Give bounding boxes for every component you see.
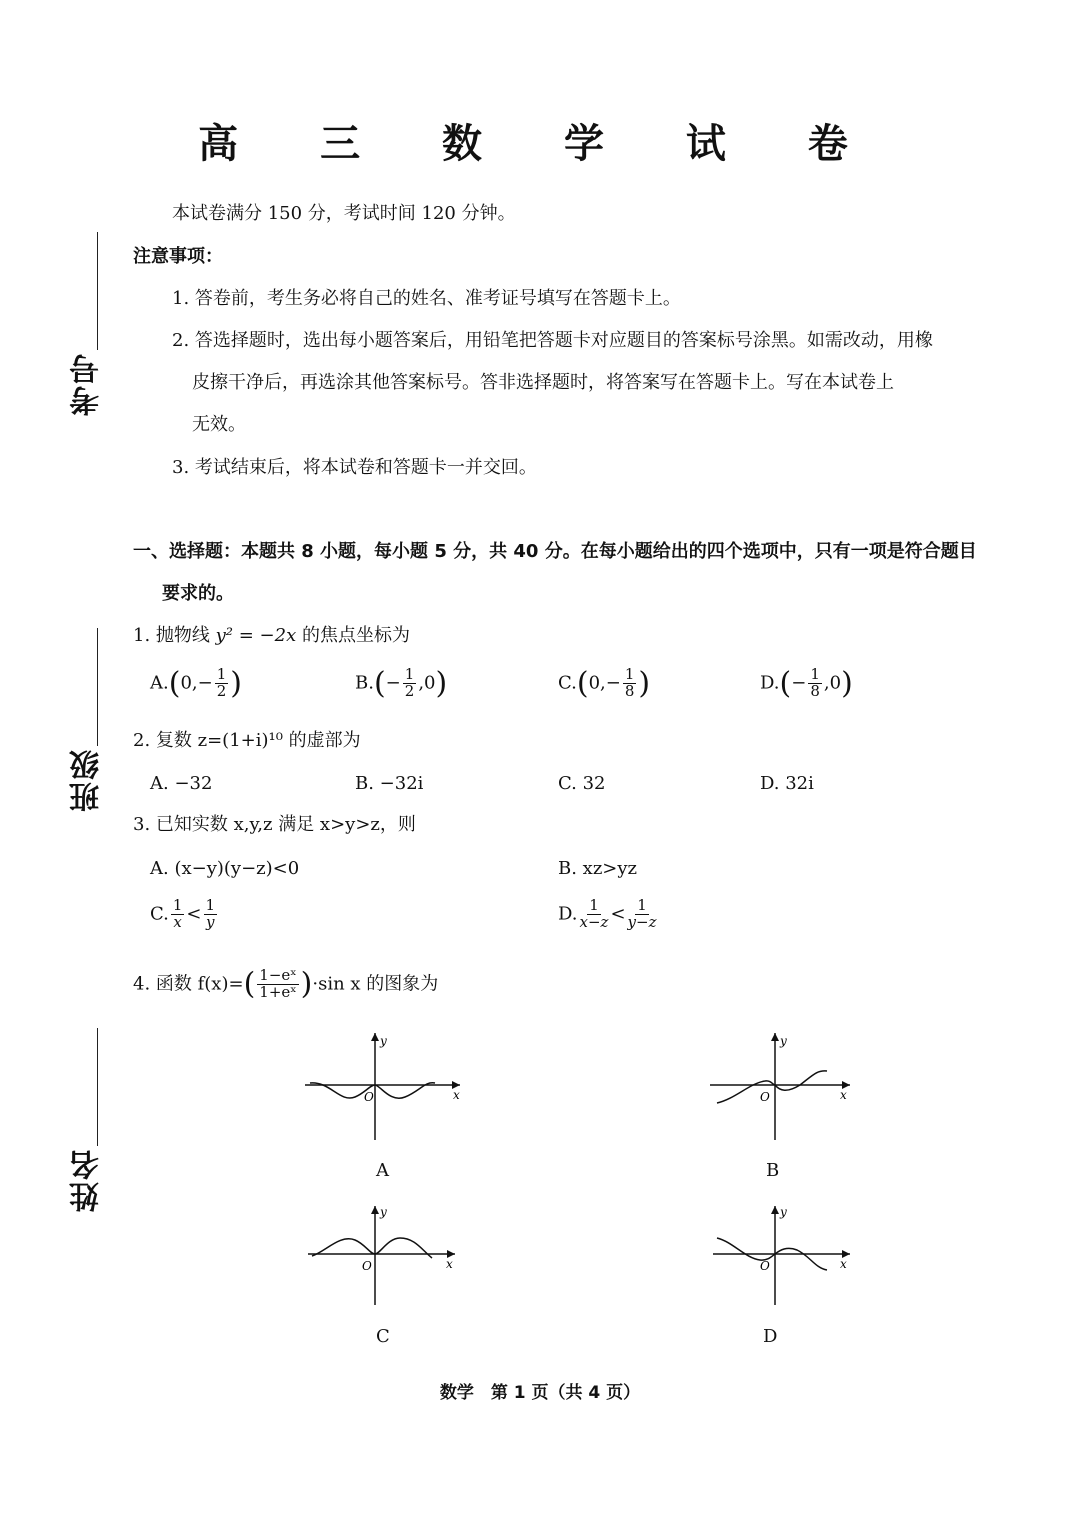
x-axis-label: x bbox=[840, 1088, 847, 1102]
x-axis-label: x bbox=[453, 1088, 460, 1102]
origin-label: O bbox=[364, 1090, 374, 1104]
name-label: 姓名 bbox=[70, 1148, 105, 1212]
question-1-stem: 1. 抛物线 y² = −2x 的焦点坐标为 bbox=[133, 625, 410, 646]
q1-option-c[interactable]: C.(0,− $\frac{1}{8}$ ) bbox=[558, 665, 651, 701]
question-4-stem: 4. 函数 f(x)=( $\frac{\text{1−eˣ}}{\text{1+eˣ}}$ )·sin x 的图象为 bbox=[133, 966, 439, 1002]
q3-option-b[interactable]: B. xz>yz bbox=[558, 858, 638, 879]
graph-d[interactable] bbox=[705, 1200, 875, 1310]
q2-option-d[interactable]: D. 32i bbox=[760, 773, 814, 794]
graph-a[interactable] bbox=[300, 1025, 470, 1145]
question-3-stem: 3. 已知实数 x,y,z 满足 x>y>z，则 bbox=[133, 814, 416, 835]
question-2-stem: 2. 复数 z=(1+i)¹⁰ 的虚部为 bbox=[133, 730, 361, 751]
origin-label: O bbox=[760, 1259, 770, 1273]
exam-info: 本试卷满分 150 分，考试时间 120 分钟。 bbox=[172, 203, 516, 224]
class-label: 班级 bbox=[70, 748, 105, 812]
q3-option-d[interactable]: D. $\frac{1}{x-z}$ < $\frac{1}{y-z}$ bbox=[558, 896, 657, 931]
graph-b-label: B bbox=[766, 1160, 780, 1181]
note-item: 2. 答选择题时，选出每小题答案后，用铅笔把答题卡对应题目的答案标号涂黑。如需改动，用橡 bbox=[172, 330, 933, 351]
exam-no-line bbox=[97, 232, 98, 350]
note-item-continued: 皮擦干净后，再选涂其他答案标号。答非选择题时，将答案写在答题卡上。写在本试卷上 bbox=[192, 372, 894, 393]
x-axis-label: x bbox=[446, 1257, 453, 1271]
x-axis-label: x bbox=[840, 1257, 847, 1271]
q2-option-c[interactable]: C. 32 bbox=[558, 773, 606, 794]
y-axis-label: y bbox=[380, 1034, 387, 1048]
graph-c[interactable] bbox=[300, 1200, 470, 1310]
graph-a-label: A bbox=[376, 1160, 389, 1181]
class-line bbox=[97, 628, 98, 746]
q2-option-a[interactable]: A. −32 bbox=[150, 773, 213, 794]
graph-c-label: C bbox=[376, 1326, 390, 1347]
section-heading: 一、选择题：本题共 8 小题，每小题 5 分，共 40 分。在每小题给出的四个选项中，只有一项是符合题目 bbox=[133, 541, 977, 562]
note-item: 3. 考试结束后，将本试卷和答题卡一并交回。 bbox=[172, 457, 537, 478]
origin-label: O bbox=[760, 1090, 770, 1104]
graph-d-label: D bbox=[763, 1326, 778, 1347]
q3-option-a[interactable]: A. (x−y)(y−z)<0 bbox=[150, 858, 300, 879]
origin-label: O bbox=[362, 1259, 372, 1273]
exam-no-label: 考号 bbox=[70, 352, 105, 416]
q1-option-a[interactable]: A.(0,− $\frac{1}{2}$ ) bbox=[150, 665, 242, 701]
q3-option-c[interactable]: C. $\frac{1}{x}$ < $\frac{1}{y}$ bbox=[150, 896, 216, 931]
name-line bbox=[97, 1028, 98, 1146]
note-item: 1. 答卷前，考生务必将自己的姓名、准考证号填写在答题卡上。 bbox=[172, 288, 681, 309]
page-title: 高 三 数 学 试 卷 bbox=[198, 121, 882, 167]
q1-option-d[interactable]: D.(− $\frac{1}{8}$ ,0) bbox=[760, 665, 853, 701]
page-footer: 数学 第 1 页（共 4 页） bbox=[439, 1383, 641, 1403]
graph-b[interactable] bbox=[705, 1025, 875, 1145]
note-item-continued: 无效。 bbox=[192, 414, 246, 435]
section-heading-continued: 要求的。 bbox=[162, 583, 234, 604]
q1-option-b[interactable]: B.(− $\frac{1}{2}$ ,0) bbox=[355, 665, 448, 701]
y-axis-label: y bbox=[380, 1205, 387, 1219]
y-axis-label: y bbox=[780, 1034, 787, 1048]
q2-option-b[interactable]: B. −32i bbox=[355, 773, 424, 794]
y-axis-label: y bbox=[780, 1205, 787, 1219]
notes-header: 注意事项： bbox=[133, 246, 223, 267]
